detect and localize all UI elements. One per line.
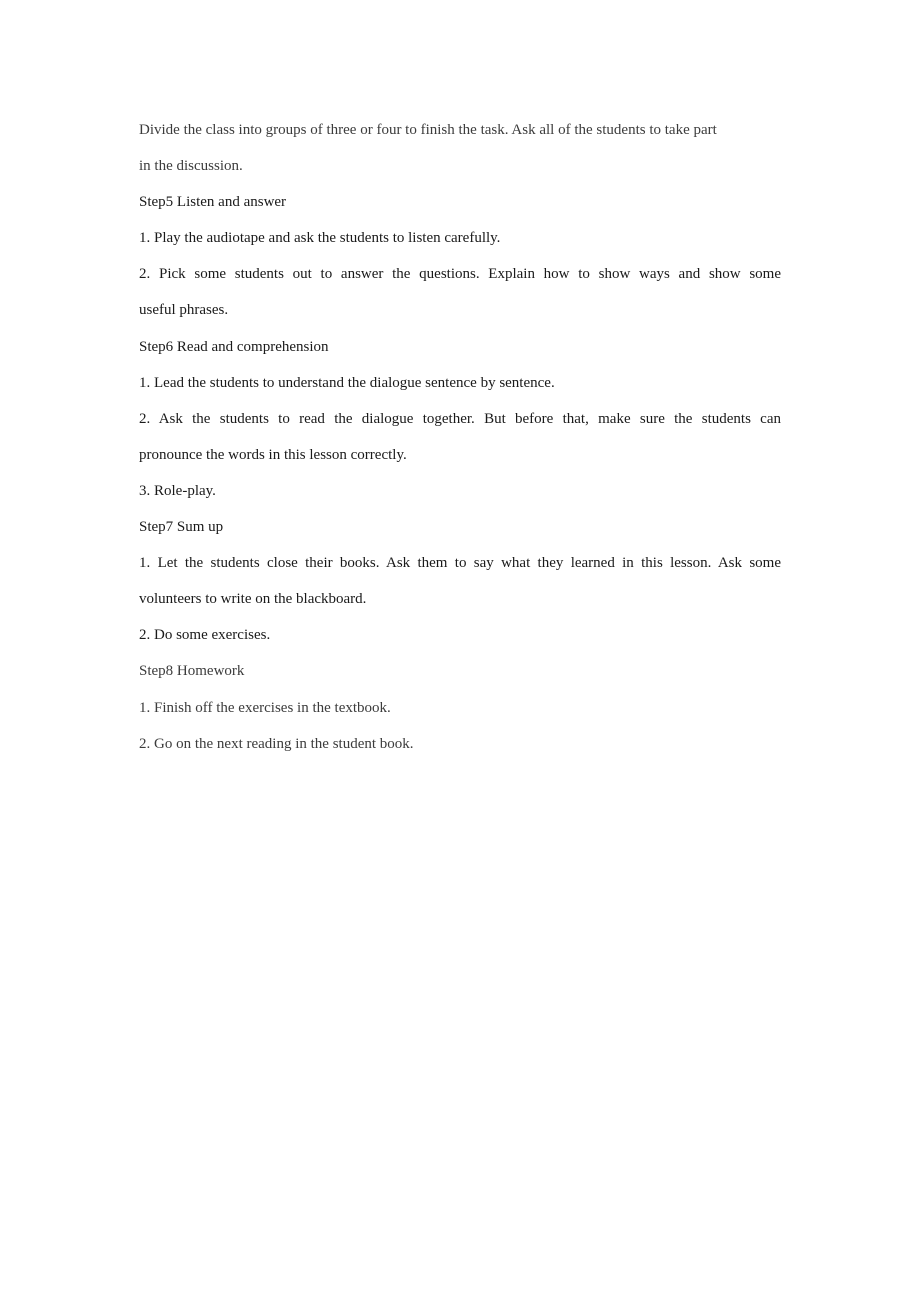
step5-heading: Step5 Listen and answer <box>139 194 287 211</box>
step5-item-2-line-2: useful phrases. <box>139 302 229 319</box>
step6-item-2-line-2: pronounce the words in this lesson correctly. <box>139 446 407 463</box>
intro-line-1: Divide the class into groups of three or four to finish the task. Ask all of the students to take part <box>139 122 717 138</box>
step6-item-1: 1. Lead the students to understand the dialogue sentence by sentence. <box>139 374 555 391</box>
document-body <box>139 112 781 762</box>
step5-item-2-line-1: 2. Pick some students out to answer the questions. Explain how to show ways and show some <box>139 266 781 283</box>
step8-item-1: 1. Finish off the exercises in the textbook. <box>139 699 391 716</box>
step7-item-1-line-1: 1. Let the students close their books. Ask them to say what they learned in this lesson. Ask some <box>139 555 781 572</box>
step6-item-2-line-1: 2. Ask the students to read the dialogue together. But before that, make sure the students can <box>139 410 781 427</box>
step7-item-1-line-2: volunteers to write on the blackboard. <box>139 591 367 608</box>
step6-heading: Step6 Read and comprehension <box>139 338 329 355</box>
step6-item-3: 3. Role-play. <box>139 482 216 499</box>
step8-item-2: 2. Go on the next reading in the student book. <box>139 735 414 752</box>
step7-heading: Step7 Sum up <box>139 519 224 536</box>
step5-item-1: 1. Play the audiotape and ask the students to listen carefully. <box>139 230 501 247</box>
step8-heading: Step8 Homework <box>139 663 245 680</box>
step7-item-2: 2. Do some exercises. <box>139 627 271 644</box>
intro-line-2: in the discussion. <box>139 158 243 175</box>
